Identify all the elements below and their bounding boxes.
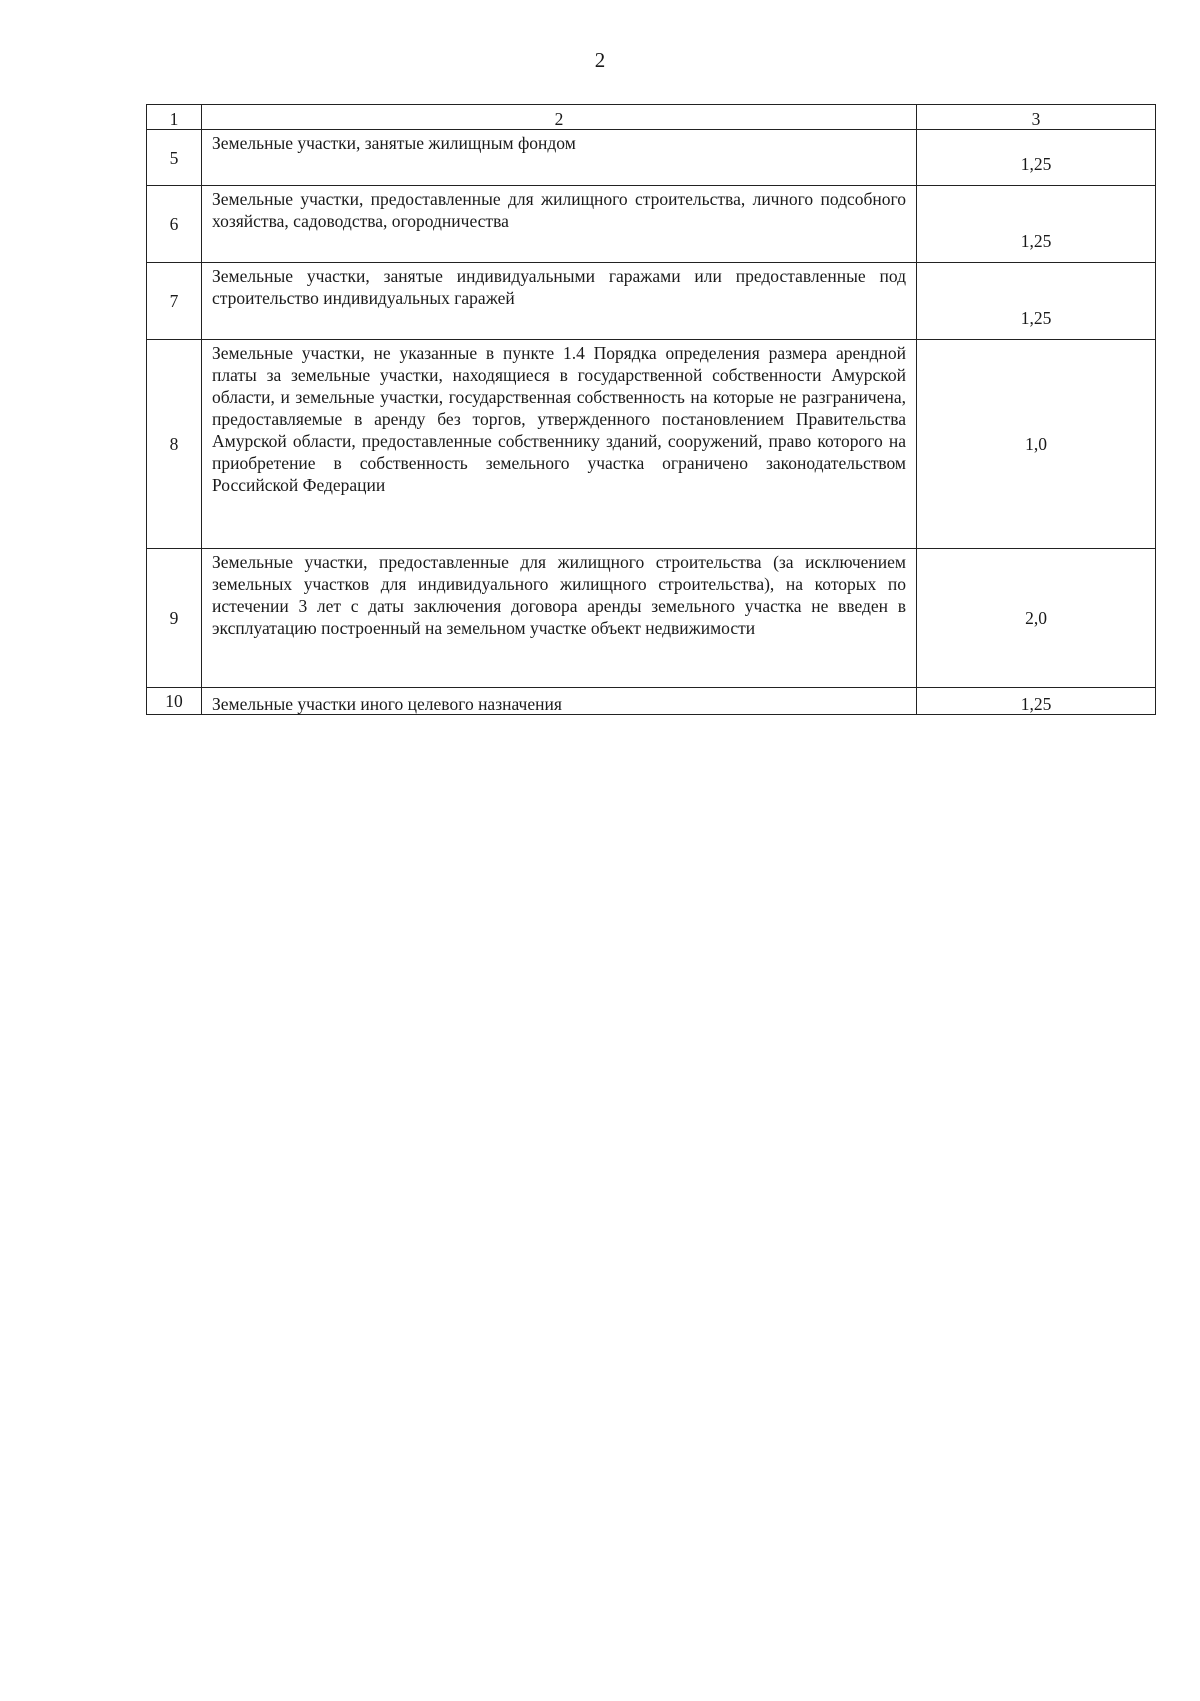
coefficient-table [146,104,1156,715]
row-number: 8 [147,340,202,549]
row-coefficient: 1,25 [917,186,1156,263]
row-coefficient: 1,0 [917,340,1156,549]
header-col-2: 2 [202,105,917,130]
row-number: 9 [147,549,202,688]
table-row [147,186,1156,263]
row-description: Земельные участки иного целевого назначения [202,688,917,715]
row-number: 6 [147,186,202,263]
row-coefficient: 1,25 [917,688,1156,715]
page-number: 2 [594,48,606,72]
row-coefficient: 2,0 [917,549,1156,688]
table-header-row [147,105,1156,130]
table-row [147,130,1156,186]
row-coefficient: 1,25 [917,263,1156,340]
row-description: Земельные участки, предоставленные для жилищного строительства, личного подсобного хозяйства, садоводства, огородничества [202,186,917,263]
row-number: 7 [147,263,202,340]
row-description: Земельные участки, предоставленные для жилищного строительства (за исключением земельных участков для индивидуального жилищного строительства), на которых по истечении 3 лет с даты заключения договора аренды земельного участка не введен в эксплуатацию построенный на земельном участке объект недвижимости [202,549,917,688]
table-row [147,549,1156,688]
row-description: Земельные участки, занятые индивидуальными гаражами или предоставленные под строительство индивидуальных гаражей [202,263,917,340]
table-row [147,263,1156,340]
row-description: Земельные участки, занятые жилищным фондом [202,130,917,186]
row-number: 5 [147,130,202,186]
row-number: 10 [147,688,202,715]
header-col-1: 1 [147,105,202,130]
table-row [147,688,1156,715]
table-row [147,340,1156,549]
row-coefficient: 1,25 [917,130,1156,186]
row-description: Земельные участки, не указанные в пункте 1.4 Порядка определения размера арендной платы за земельные участки, находящиеся в государственной собственности Амурской области, и земельные участки, государственная собственность на которые не разграничена, предоставляемые в аренду без торгов, утвержденного постановлением Правительства Амурской области, предоставленные собственнику зданий, сооружений, право которого на приобретение в собственность земельного участка ограничено законодательством Российской Федерации [202,340,917,549]
header-col-3: 3 [917,105,1156,130]
